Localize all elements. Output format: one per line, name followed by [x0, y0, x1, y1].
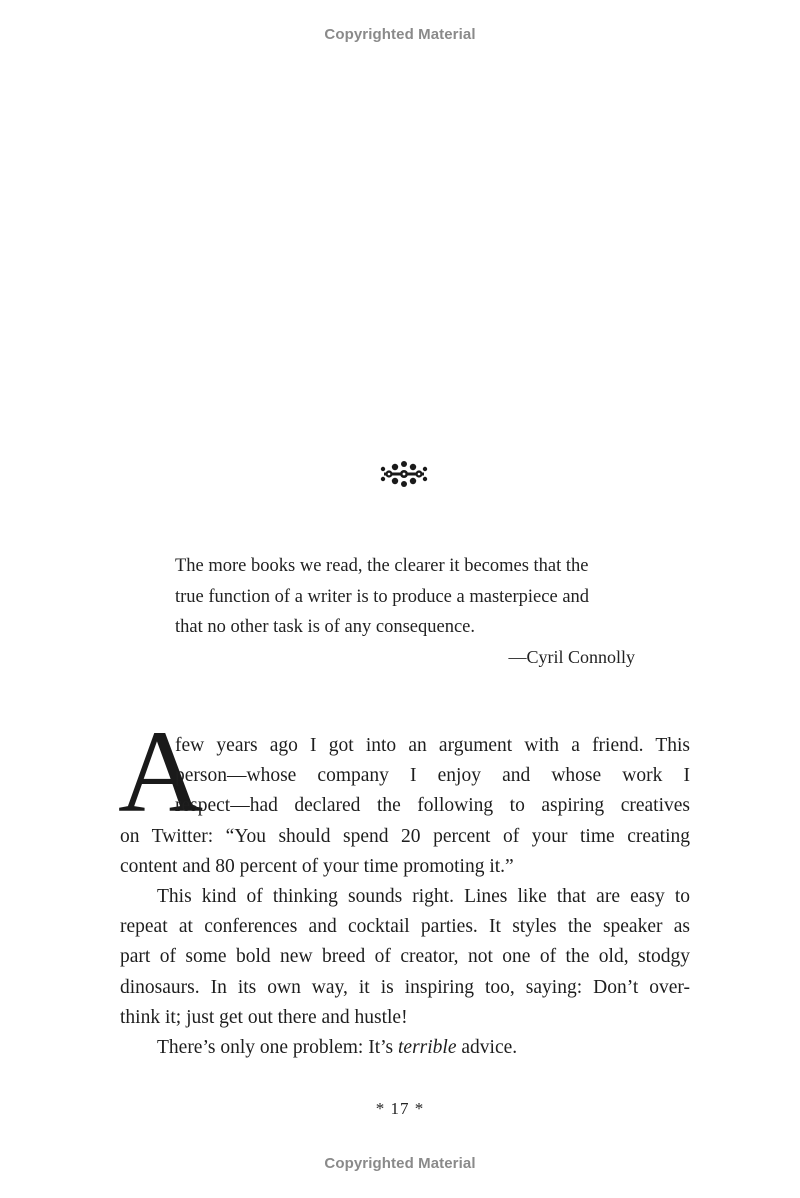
- body-text: [120, 731, 690, 1063]
- watermark-bottom: Copyrighted Material: [324, 1155, 476, 1172]
- text-line: dinosaurs. In its own way, it is inspiring too, saying: Don’t over-: [120, 976, 690, 998]
- fleuron-ornament-icon: [378, 457, 430, 491]
- text-line: [120, 1033, 690, 1063]
- emphasized-word: terrible: [398, 1037, 457, 1059]
- epigraph: [175, 551, 635, 643]
- watermark-top: Copyrighted Material: [324, 26, 476, 43]
- page-number: * 17 *: [375, 1099, 425, 1118]
- text-line: person—whose company I enjoy and whose work I: [175, 765, 690, 787]
- text-line: on Twitter: “You should spend 20 percent of your time creating: [120, 825, 690, 847]
- text-line: content and 80 percent of your time promoting it.”: [120, 855, 514, 877]
- text-line: This kind of thinking sounds right. Lines like that are easy to: [157, 886, 690, 908]
- text-line: few years ago I got into an argument with a friend. This: [175, 735, 690, 756]
- text-fragment: advice.: [456, 1037, 518, 1059]
- text-line: repeat at conferences and cocktail parties. It styles the speaker as: [120, 916, 690, 938]
- text-line: think it; just get out there and hustle!: [120, 1006, 408, 1028]
- epigraph-line: true function of a writer is to produce a masterpiece and: [175, 586, 590, 607]
- text-fragment: There’s only one problem: It’s: [157, 1037, 398, 1059]
- text-line: part of some bold new breed of creator, not one of the old, stodgy: [120, 946, 690, 968]
- epigraph-line: that no other task is of any consequence.: [175, 617, 476, 637]
- epigraph-attribution: —Cyril Connolly: [508, 647, 635, 667]
- epigraph-line: The more books we read, the clearer it becomes that the: [175, 556, 589, 576]
- drop-cap: A: [118, 706, 204, 837]
- text-line: respect—had declared the following to aspiring creatives: [175, 795, 690, 817]
